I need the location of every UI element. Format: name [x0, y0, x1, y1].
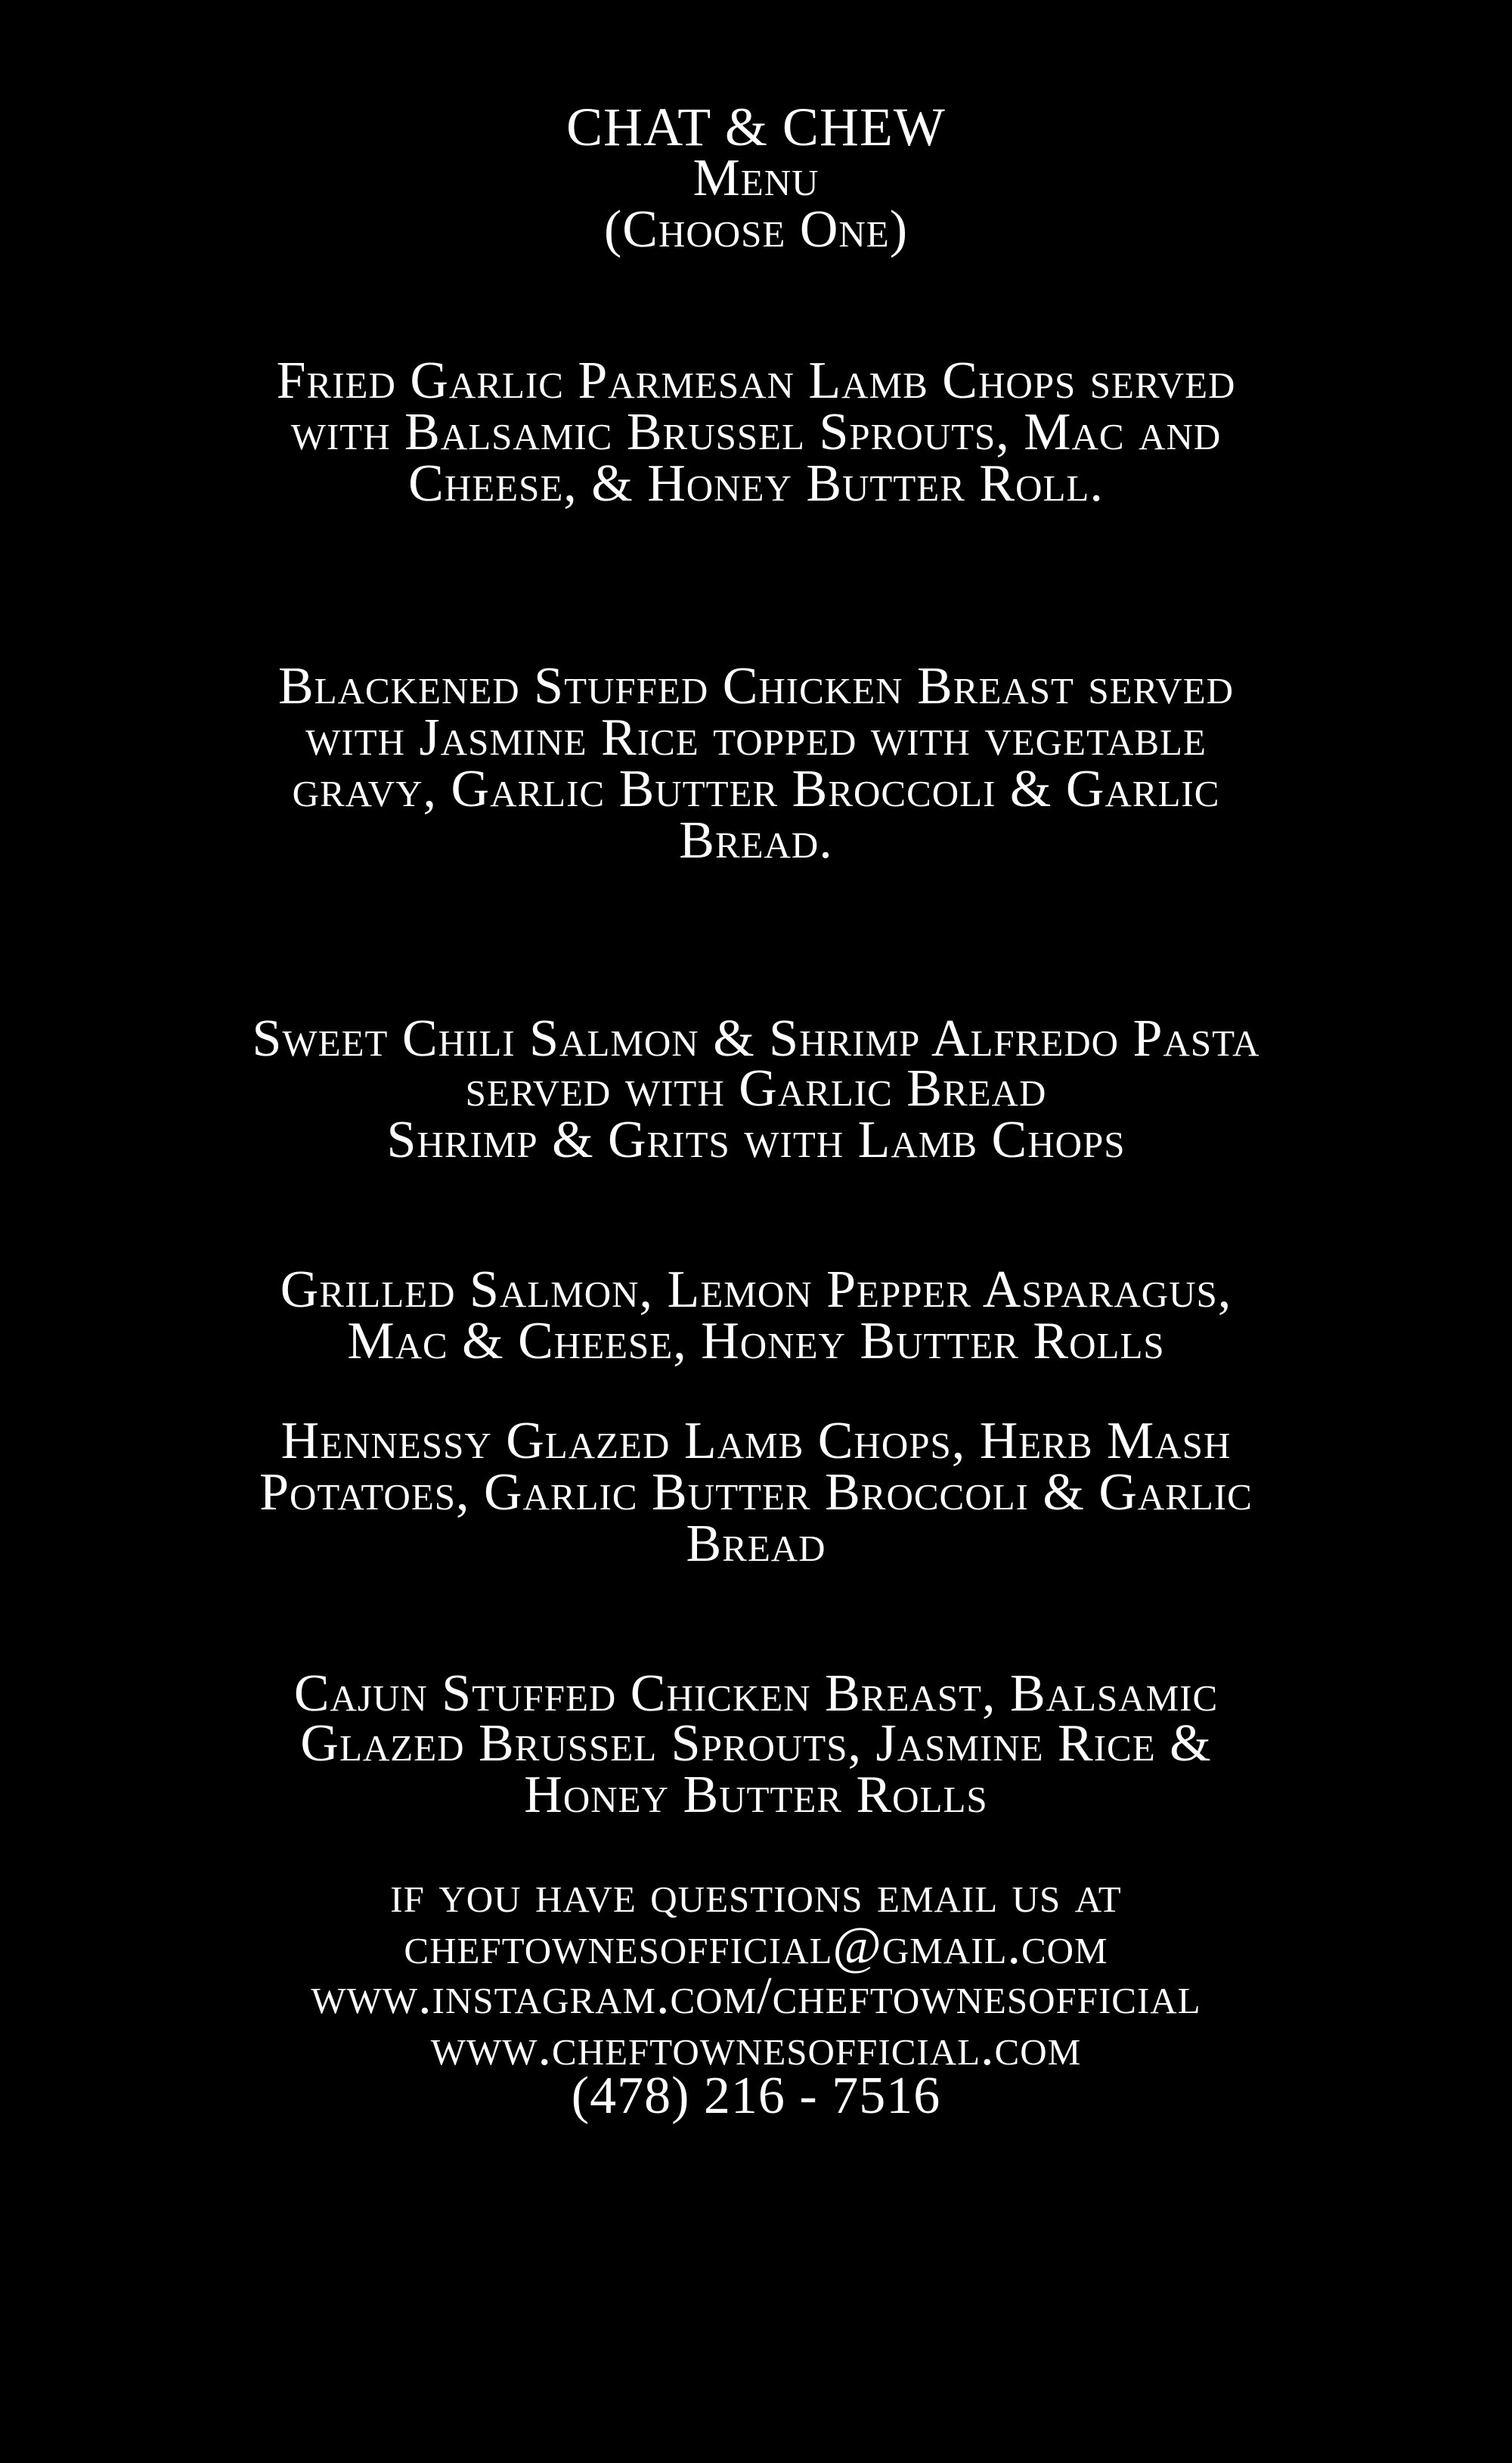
contact-phone[interactable]: (478) 216 - 7516: [571, 2067, 941, 2125]
menu-item-line: Shrimp & Grits with Lamb Chops: [386, 1111, 1126, 1169]
menu-item-line: Fried Garlic Parmesan Lamb Chops served: [276, 352, 1236, 410]
menu-item-line: Hennessy Glazed Lamb Chops, Herb Mash: [280, 1412, 1232, 1470]
menu-subtitle: Menu: [692, 149, 820, 207]
choose-one-note: (Choose One): [603, 200, 909, 259]
menu-item-line: Honey Butter Rolls: [524, 1766, 988, 1824]
menu-item-line: with Balsamic Brussel Sprouts, Mac and: [290, 403, 1222, 461]
restaurant-title: CHAT & CHEW: [566, 97, 946, 157]
menu-item-line: Bread.: [679, 811, 833, 870]
contact-prompt: if you have questions email us at: [390, 1866, 1122, 1924]
menu-item-line: Glazed Brussel Sprouts, Jasmine Rice &: [300, 1714, 1212, 1773]
menu-item-line: gravy, Garlic Butter Broccoli & Garlic: [292, 760, 1220, 818]
menu-item-line: Bread: [686, 1515, 826, 1573]
menu-item-line: with Jasmine Rice topped with vegetable: [305, 709, 1207, 767]
contact-website[interactable]: www.cheftownesofficial.com: [430, 2018, 1082, 2077]
contact-instagram[interactable]: www.instagram.com/cheftownesofficial: [311, 1967, 1201, 2025]
menu-item-line: Potatoes, Garlic Butter Broccoli & Garlic: [259, 1463, 1253, 1522]
menu-item-line: Cheese, & Honey Butter Roll.: [408, 454, 1104, 513]
menu-item-line: Grilled Salmon, Lemon Pepper Asparagus,: [280, 1261, 1232, 1319]
menu-item-line: Mac & Cheese, Honey Butter Rolls: [347, 1312, 1165, 1370]
menu-item-line: Cajun Stuffed Chicken Breast, Balsamic: [293, 1664, 1219, 1723]
contact-email[interactable]: cheftownesofficial@gmail.com: [404, 1917, 1108, 1975]
menu-item-line: Sweet Chili Salmon & Shrimp Alfredo Pasta: [252, 1010, 1260, 1068]
menu-item-line: served with Garlic Bread: [465, 1059, 1047, 1118]
menu-item-line: Blackened Stuffed Chicken Breast served: [277, 657, 1235, 715]
